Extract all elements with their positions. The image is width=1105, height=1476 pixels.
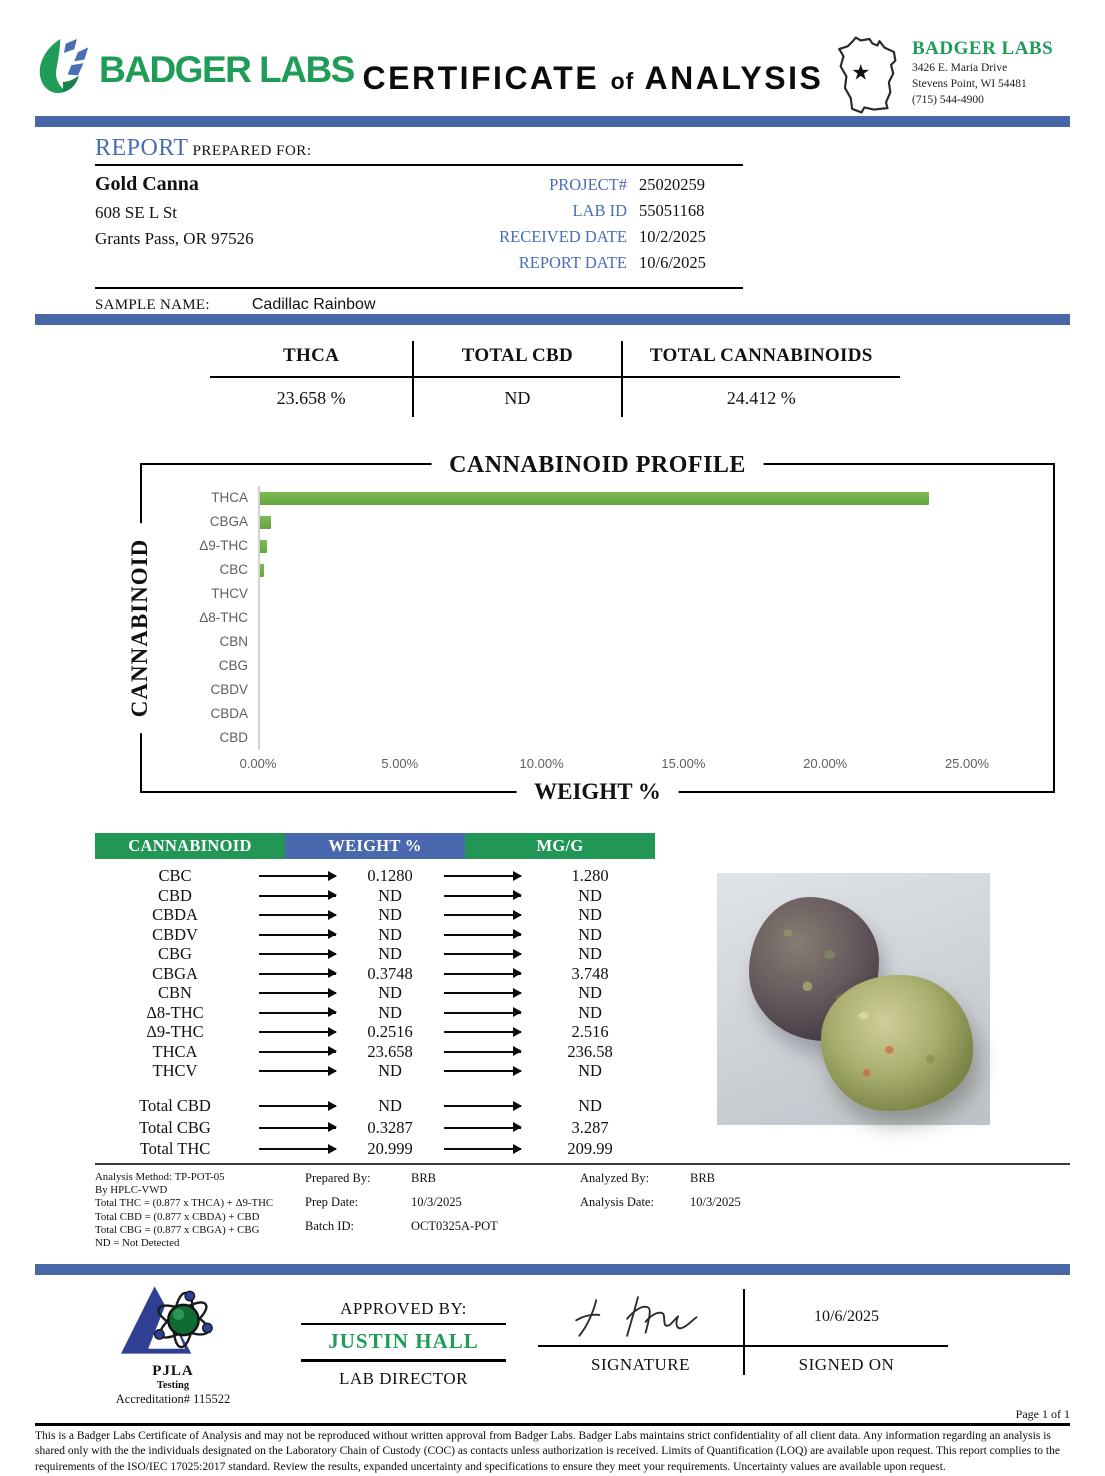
chart-bar-row	[260, 606, 967, 630]
cannabinoid-name: CBN	[158, 983, 192, 1002]
mg-per-g-value: ND	[578, 1061, 602, 1080]
page-indicator: Page 1 of 1	[1015, 1407, 1070, 1422]
divider-bar-3	[35, 1264, 1070, 1275]
results-section	[95, 833, 1070, 1160]
chart-x-ticks	[239, 756, 990, 780]
report-meta-list	[443, 173, 743, 279]
weight-percent-value: ND	[378, 983, 402, 1002]
table-row	[95, 1003, 655, 1023]
weight-percent-value: 0.1280	[367, 866, 413, 885]
table-row	[95, 905, 655, 925]
title-of: of	[610, 68, 635, 94]
divider-bar-2	[35, 314, 1070, 325]
chart-title: CANNABINOID PROFILE	[431, 448, 764, 482]
chart-x-tick: 25.00%	[944, 756, 990, 771]
leaf-logo-icon	[35, 36, 91, 103]
method-line: Analysis Method: TP-POT-05	[95, 1171, 225, 1183]
weight-percent-value: ND	[378, 905, 402, 924]
prep-value: OCT0325A-POT	[411, 1219, 498, 1233]
method-notes	[95, 1171, 305, 1250]
client-address-line1: 608 SE L St	[95, 203, 178, 222]
cannabinoid-name: CBDA	[152, 905, 198, 924]
chart-category-label: CBGA	[209, 514, 248, 529]
table-row	[95, 886, 655, 906]
mg-per-g-value: ND	[578, 905, 602, 924]
right-arrow-icon	[444, 1105, 521, 1107]
summary-value: 24.412 %	[726, 388, 796, 408]
weight-percent-value: ND	[378, 924, 402, 944]
right-arrow-icon	[259, 1148, 336, 1150]
right-arrow-icon	[259, 992, 336, 994]
meta-label: PROJECT#	[549, 175, 627, 194]
chart-category-label: CBG	[218, 658, 248, 673]
method-line: Total CBG = (0.877 x CBGA) + CBG	[95, 1223, 260, 1236]
right-arrow-icon	[259, 1070, 336, 1072]
cannabinoid-name: Δ9-THC	[146, 1022, 204, 1041]
right-arrow-icon	[259, 934, 336, 936]
right-arrow-icon	[259, 1012, 336, 1014]
right-arrow-icon	[259, 1105, 336, 1107]
table-row	[95, 983, 655, 1003]
chart-category-label: THCV	[211, 586, 248, 601]
weight-percent-value: ND	[378, 885, 402, 905]
chart-category-label: CBC	[219, 562, 248, 577]
analysis-meta-notes	[580, 1171, 1070, 1250]
summary-value: 23.658 %	[276, 388, 346, 408]
right-arrow-icon	[259, 1051, 336, 1053]
chart-x-tick: 10.00%	[519, 756, 564, 771]
lab-address-block	[832, 34, 1070, 121]
right-arrow-icon	[259, 875, 336, 877]
right-arrow-icon	[259, 953, 336, 955]
chart-bars-wrap	[239, 486, 1037, 791]
table-row	[95, 964, 655, 984]
chart-y-axis-label: CANNABINOID	[127, 523, 153, 733]
prep-row	[305, 1171, 580, 1186]
analysis-value: BRB	[690, 1171, 716, 1185]
mg-per-g-value: ND	[578, 983, 602, 1002]
table-row	[95, 1022, 655, 1042]
sample-name-value: Cadillac Rainbow	[251, 296, 376, 313]
chart-plot-area	[142, 465, 1053, 791]
chart-x-tick: 5.00%	[381, 756, 419, 771]
chart-scale	[239, 486, 990, 780]
right-arrow-icon	[444, 1031, 521, 1033]
weight-percent-value: 0.2516	[367, 1022, 413, 1041]
mg-per-g-value: ND	[578, 1002, 602, 1022]
chart-bar-row	[260, 726, 967, 750]
chart-x-tick: 0.00%	[239, 756, 277, 771]
summary-underline	[210, 376, 900, 378]
lab-address-line1: 3426 E. Maria Drive	[912, 62, 1008, 74]
chart-category-label: CBDV	[210, 682, 248, 697]
meta-value: 10/6/2025	[639, 253, 706, 272]
right-arrow-icon	[259, 973, 336, 975]
pjla-name: PJLA	[152, 1363, 194, 1380]
right-arrow-icon	[444, 1070, 521, 1072]
cannabinoid-name: THCA	[152, 1041, 198, 1061]
right-arrow-icon	[259, 914, 336, 916]
title-analysis: ANALYSIS	[644, 60, 824, 96]
table-total-rows	[95, 1096, 655, 1161]
table-row	[95, 1061, 655, 1081]
prep-value: 10/3/2025	[411, 1195, 462, 1209]
signed-on-date: 10/6/2025	[743, 1289, 948, 1347]
table-row	[95, 1117, 655, 1139]
client-address-line2: Grants Pass, OR 97526	[95, 229, 254, 249]
chart-bar-row	[260, 510, 967, 534]
mg-per-g-value: ND	[578, 1096, 602, 1116]
summary-label: TOTAL CANNABINOIDS	[649, 345, 873, 366]
cannabinoid-name: Δ8-THC	[146, 1002, 204, 1022]
cannabinoid-name: CBGA	[152, 963, 198, 983]
chart-category-label: CBN	[219, 634, 248, 649]
right-arrow-icon	[444, 1148, 521, 1150]
star-glyph: ★	[851, 60, 871, 85]
document-title	[354, 30, 832, 97]
cannabinoid-name: CBC	[158, 866, 192, 885]
prep-row	[305, 1195, 580, 1210]
prep-row	[305, 1219, 580, 1234]
prepared-for-label: PREPARED FOR:	[192, 143, 312, 159]
prep-notes	[305, 1171, 580, 1250]
analysis-label: Analysis Date:	[580, 1195, 654, 1209]
cannabinoid-name: CBD	[158, 885, 192, 905]
table-row	[95, 925, 655, 945]
chart-bar-row	[260, 678, 967, 702]
table-header-row	[95, 833, 655, 859]
chart-category-label: THCA	[211, 490, 248, 505]
right-arrow-icon	[444, 1051, 521, 1053]
weight-percent-value: ND	[378, 944, 402, 963]
report-divider-line	[95, 287, 743, 289]
mg-per-g-value: ND	[578, 885, 602, 905]
prep-label: Prepared By:	[305, 1171, 371, 1185]
prep-label: Prep Date:	[305, 1195, 359, 1209]
sample-name-label: SAMPLE NAME:	[95, 297, 210, 313]
chart-x-axis-label: WEIGHT %	[516, 775, 679, 809]
right-arrow-icon	[444, 895, 521, 897]
meta-label: RECEIVED DATE	[499, 227, 627, 246]
weight-percent-value: 0.3287	[367, 1117, 413, 1137]
mg-per-g-value: 209.99	[567, 1139, 613, 1159]
cannabis-bud-green	[821, 975, 973, 1111]
chart-bar-row	[260, 558, 967, 582]
report-section-heading	[95, 135, 743, 166]
method-line: By HPLC-VWD	[95, 1184, 168, 1197]
table-rows	[95, 866, 655, 1081]
chart-bar-row	[260, 630, 967, 654]
method-line: Total THC = (0.877 x THCA) + Δ9-THC	[95, 1197, 274, 1210]
mg-per-g-value: 1.280	[571, 866, 609, 885]
chart-x-tick: 15.00%	[661, 756, 706, 771]
header-mgg: MG/G	[465, 833, 655, 859]
chart-category-label: Δ9-THC	[199, 538, 248, 553]
header	[35, 30, 1070, 116]
mg-per-g-value: 3.287	[571, 1117, 609, 1137]
cannabinoid-name: CBG	[158, 944, 192, 963]
approver-name: JUSTIN HALL	[301, 1325, 506, 1362]
report-meta-row	[443, 175, 743, 201]
cannabinoid-table	[95, 833, 655, 1160]
weight-percent-value: 20.999	[367, 1139, 413, 1159]
report-body	[95, 166, 743, 287]
cannabinoid-name: CBDV	[152, 924, 198, 944]
meta-value: 10/2/2025	[639, 227, 706, 246]
chart-bar-row	[260, 534, 967, 558]
weight-percent-value: 0.3748	[367, 963, 413, 983]
chart-bar-row	[260, 702, 967, 726]
right-arrow-icon	[444, 1012, 521, 1014]
analysis-row	[580, 1195, 1070, 1210]
approved-by-label: APPROVED BY:	[301, 1299, 506, 1325]
cannabinoid-name: Total CBD	[139, 1096, 211, 1116]
lab-address-line2: Stevens Point, WI 54481	[912, 78, 1027, 91]
cannabinoid-profile-chart	[126, 452, 1055, 804]
summary-column	[621, 341, 900, 417]
chart-category-label: CBDA	[210, 706, 248, 721]
lab-info	[912, 34, 1053, 121]
meta-value: 55051168	[639, 201, 705, 220]
signature-label: SIGNATURE	[591, 1355, 690, 1375]
chart-bar	[260, 516, 271, 529]
signature-block	[538, 1289, 948, 1375]
accreditation-number: Accreditation# 115522	[115, 1392, 231, 1407]
chart-bar	[260, 540, 267, 553]
pjla-logo-icon	[113, 1344, 233, 1361]
chart-bars	[258, 486, 967, 750]
analysis-notes	[95, 1163, 1070, 1250]
badger-labs-logo	[35, 36, 354, 103]
sample-photo	[717, 873, 990, 1125]
right-arrow-icon	[444, 953, 521, 955]
weight-percent-value: ND	[378, 1096, 402, 1116]
signature-image	[538, 1289, 743, 1347]
analysis-value: 10/3/2025	[690, 1195, 741, 1209]
right-arrow-icon	[444, 875, 521, 877]
lab-phone: (715) 544-4900	[912, 94, 984, 107]
table-row	[95, 866, 655, 886]
report-meta-row	[443, 227, 743, 253]
right-arrow-icon	[259, 1031, 336, 1033]
chart-bar-row	[260, 582, 967, 606]
title-certificate: CERTIFICATE	[362, 60, 600, 96]
wisconsin-state-icon	[832, 34, 904, 121]
meta-label: LAB ID	[572, 201, 627, 220]
summary-column	[412, 341, 620, 417]
cannabinoid-name: Total CBG	[139, 1117, 211, 1137]
chart-category-label: CBD	[219, 730, 248, 745]
mg-per-g-value: 236.58	[567, 1041, 613, 1061]
right-arrow-icon	[259, 1127, 336, 1129]
client-block	[95, 173, 254, 279]
summary-label: THCA	[283, 345, 340, 366]
chart-x-tick: 20.00%	[803, 756, 848, 771]
summary-column	[210, 341, 412, 417]
right-arrow-icon	[259, 895, 336, 897]
report-meta-row	[443, 201, 743, 227]
pjla-testing-label: Testing	[156, 1380, 190, 1392]
meta-value: 25020259	[639, 175, 705, 194]
method-line: Total CBD = (0.877 x CBDA) + CBD	[95, 1210, 260, 1223]
mg-per-g-value: ND	[578, 924, 602, 944]
report-section	[95, 135, 743, 314]
weight-percent-value: ND	[378, 1061, 402, 1080]
summary-value: ND	[504, 388, 531, 408]
right-arrow-icon	[444, 914, 521, 916]
chart-bar-row	[260, 486, 967, 510]
client-name: Gold Canna	[95, 173, 199, 195]
client-address	[95, 200, 254, 253]
right-arrow-icon	[444, 973, 521, 975]
meta-label: REPORT DATE	[518, 253, 627, 272]
sample-name-row	[95, 296, 743, 314]
header-weight: WEIGHT %	[285, 833, 465, 859]
prep-value: BRB	[411, 1171, 437, 1185]
logo-wordmark: BADGER LABS	[99, 48, 354, 90]
approved-by-block	[301, 1299, 506, 1389]
right-arrow-icon	[444, 992, 521, 994]
table-row	[95, 1139, 655, 1161]
header-cannabinoid: CANNABINOID	[95, 833, 285, 859]
approval-section	[93, 1283, 1070, 1407]
weight-percent-value: 23.658	[367, 1041, 413, 1061]
lab-name: BADGER LABS	[912, 38, 1054, 59]
cannabinoid-name: THCV	[152, 1061, 198, 1080]
prep-label: Batch ID:	[305, 1219, 354, 1233]
report-title: REPORT	[95, 135, 189, 161]
table-row	[95, 1096, 655, 1118]
right-arrow-icon	[444, 934, 521, 936]
footer-rule	[35, 1423, 1070, 1426]
disclaimer-text: This is a Badger Labs Certificate of Analysis and may not be reproduced without written approval from Badger Labs. Badger Labs maintains strict confidentiality of all client data. Any information regarding an analysis is shared only with the the individuals designated on the Laboratory Chain of Custody (COC) as contacts unless authorization is received. Limits of Quantification (LOQ) are available upon request. This report complies to the requirements of the ISO/IEC 17025:2017 standard. Review the results, expanded uncertainty and specifications to ensure they meet your requirements. Uncertainty values are available upon request.	[35, 1429, 1060, 1474]
summary-label: TOTAL CBD	[461, 345, 573, 366]
analysis-label: Analyzed By:	[580, 1171, 650, 1185]
chart-bar-row	[260, 654, 967, 678]
cannabinoid-name: Total THC	[139, 1139, 211, 1159]
table-row	[95, 944, 655, 964]
mg-per-g-value: 2.516	[571, 1022, 609, 1041]
chart-bar	[260, 564, 264, 577]
pjla-accreditation-block	[93, 1283, 253, 1407]
method-line: ND = Not Detected	[95, 1236, 180, 1249]
analysis-row	[580, 1171, 1070, 1186]
weight-percent-value: ND	[378, 1002, 402, 1022]
report-meta-row	[443, 253, 743, 279]
signed-on-label: SIGNED ON	[743, 1347, 948, 1375]
right-arrow-icon	[444, 1127, 521, 1129]
chart-bar	[260, 492, 929, 505]
mg-per-g-value: 3.748	[571, 963, 609, 983]
chart-category-label: Δ8-THC	[199, 610, 248, 625]
approver-title: LAB DIRECTOR	[339, 1369, 468, 1389]
table-row	[95, 1042, 655, 1062]
mg-per-g-value: ND	[578, 944, 602, 963]
chart-category-column	[172, 486, 258, 791]
summary-grid	[210, 341, 900, 417]
